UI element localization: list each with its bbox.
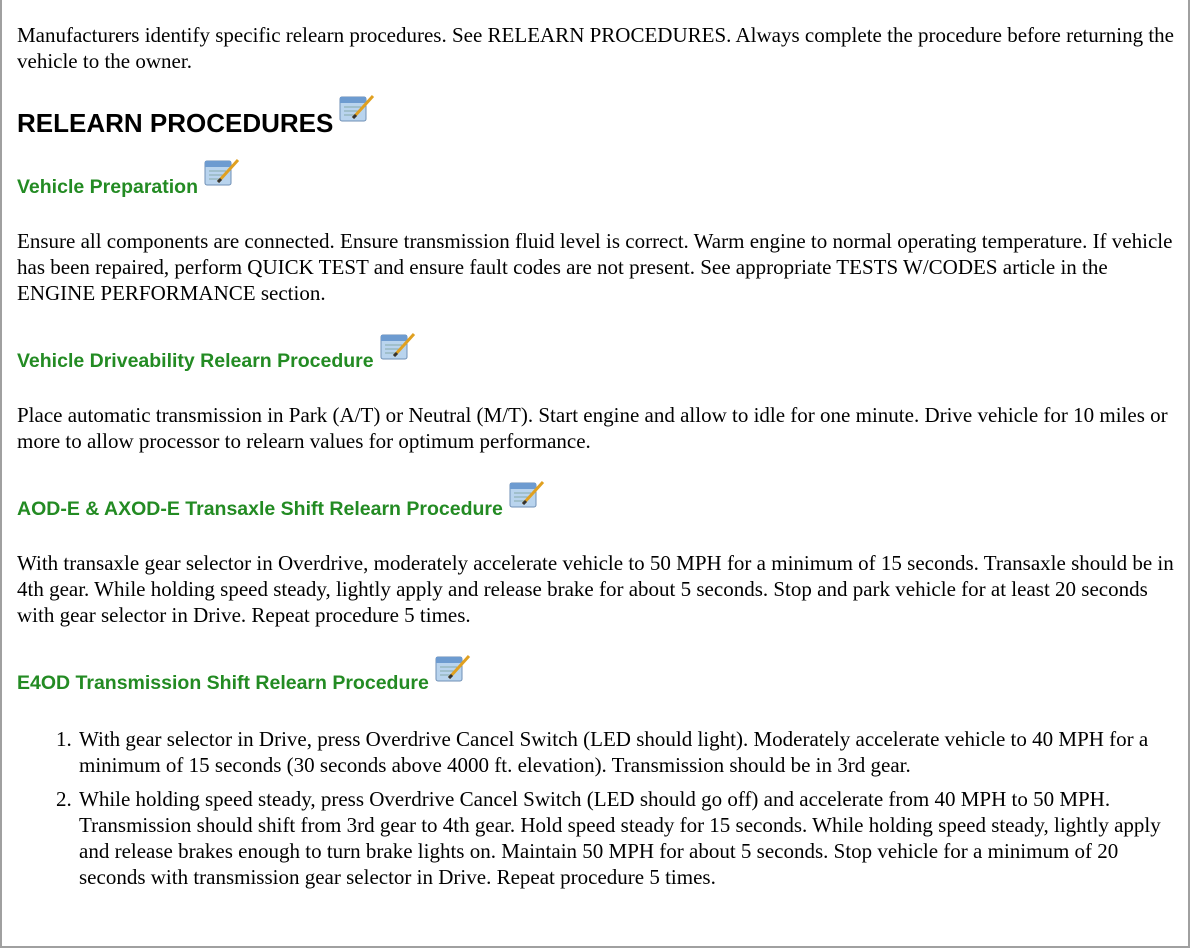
page-title <box>17 96 1177 136</box>
section-heading <box>17 338 1177 374</box>
section-heading <box>17 164 1177 200</box>
intro-paragraph: Manufacturers identify specific relearn procedures. See RELEARN PROCEDURES. Always complete the procedure before returning the vehicle to the owner. <box>17 23 1174 73</box>
section-heading-text: E4OD Transmission Shift Relearn Procedure <box>17 672 429 694</box>
list-item: 1. With gear selector in Drive, press Overdrive Cancel Switch (LED should light). Moderately accelerate vehicle to 40 MPH for a minimum of 15 seconds (30 seconds above 4000 ft. elevation). Transmission should be in 3rd gear. <box>77 726 1177 778</box>
page-title-text: RELEARN PROCEDURES <box>17 108 334 138</box>
section-heading <box>17 486 1177 522</box>
section-heading-text: Vehicle Driveability Relearn Procedure <box>17 350 374 372</box>
steps-list <box>17 726 1177 890</box>
edit-note-icon[interactable] <box>378 330 418 366</box>
edit-note-icon[interactable] <box>202 156 242 192</box>
section-text: With transaxle gear selector in Overdrive, moderately accelerate vehicle to 50 MPH for a minimum of 15 seconds. Transaxle should be in 4th gear. While holding speed steady, lightly apply and release brake for about 5 seconds. Stop and park vehicle for at least 20 seconds with gear selector in Drive. Repeat procedure 5 times. <box>17 551 1174 627</box>
edit-note-icon[interactable] <box>433 652 473 688</box>
list-item: 2. While holding speed steady, press Overdrive Cancel Switch (LED should go off) and accelerate from 40 MPH to 50 MPH. Transmission should shift from 3rd gear to 4th gear. Hold speed steady for 15 seconds. While holding speed steady, lightly apply and release brakes enough to turn brake lights on. Maintain 50 MPH for about 5 seconds. Stop vehicle for a minimum of 20 seconds with transmission gear selector in Drive. Repeat procedure 5 times. <box>77 786 1177 890</box>
section-heading <box>17 660 1177 696</box>
section-text: Place automatic transmission in Park (A/T) or Neutral (M/T). Start engine and allow to idle for one minute. Drive vehicle for 10 miles or more to allow processor to relearn values for optimum performance. <box>17 403 1168 453</box>
document-content <box>17 22 1177 898</box>
edit-note-icon[interactable] <box>507 478 547 514</box>
section-text: Ensure all components are connected. Ensure transmission fluid level is correct. Warm engine to normal operating temperature. If vehicle has been repaired, perform QUICK TEST and ensure fault codes are not present. See appropriate TESTS W/CODES article in the ENGINE PERFORMANCE section. <box>17 229 1173 305</box>
section-heading-text: Vehicle Preparation <box>17 176 198 198</box>
edit-note-icon[interactable] <box>337 92 377 128</box>
section-heading-text: AOD-E & AXOD-E Transaxle Shift Relearn Procedure <box>17 498 503 520</box>
